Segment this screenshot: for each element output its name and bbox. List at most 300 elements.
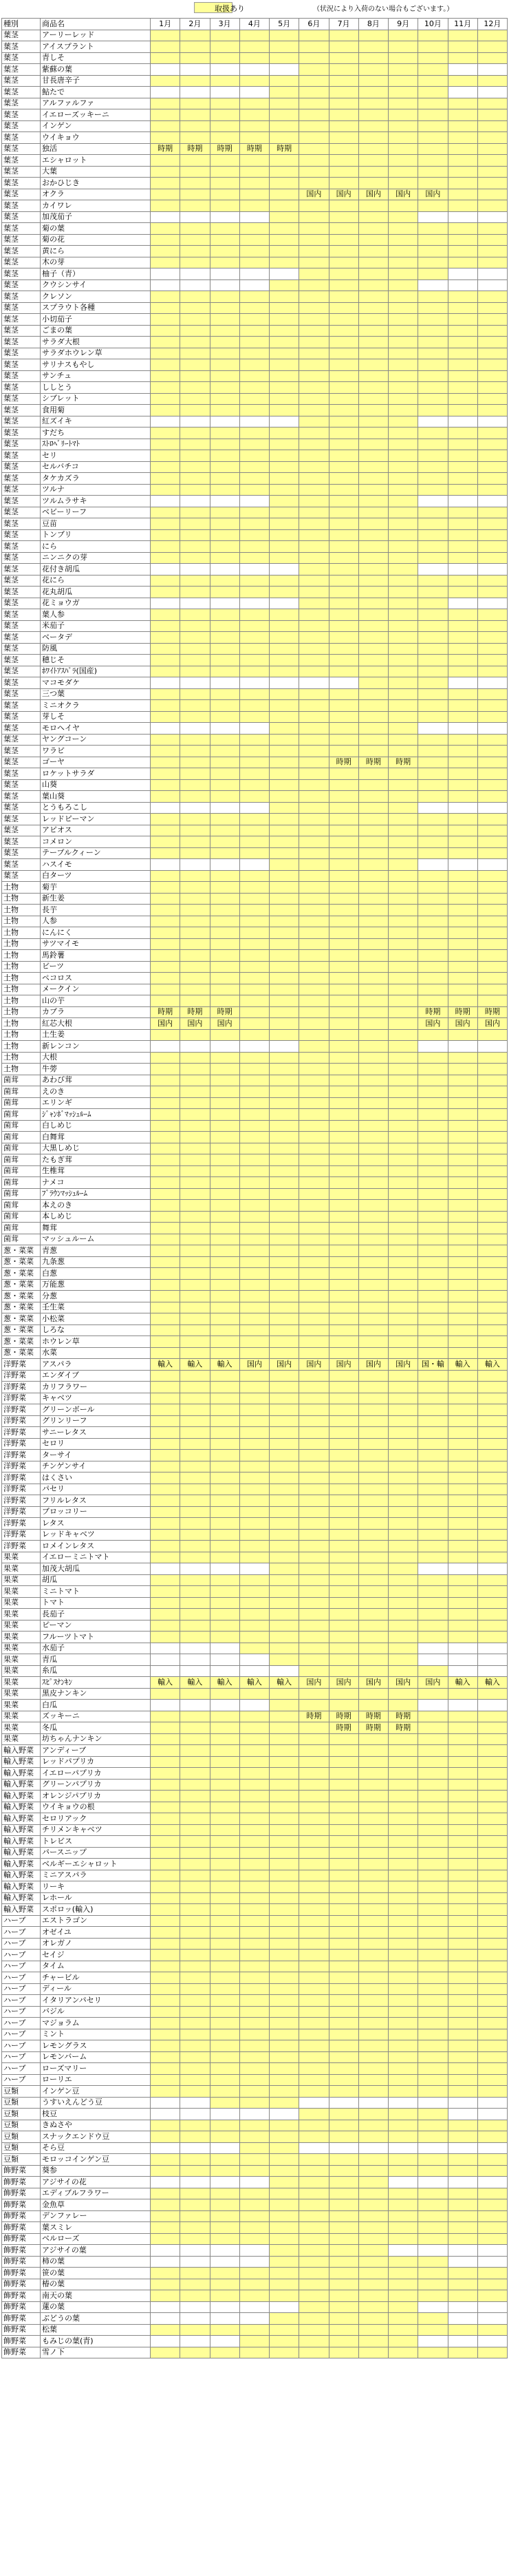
month-availability-cell <box>299 246 329 257</box>
month-availability-cell <box>151 314 180 326</box>
product-name-cell: ペコロス <box>41 973 151 984</box>
month-availability-cell <box>358 518 388 530</box>
month-availability-cell <box>477 75 507 87</box>
month-availability-cell <box>270 779 299 791</box>
month-availability-cell <box>270 666 299 677</box>
month-availability-cell <box>448 552 477 564</box>
month-availability-cell <box>358 1586 388 1598</box>
month-availability-cell <box>151 870 180 882</box>
product-name-cell: モロッコインゲン豆 <box>41 2154 151 2166</box>
month-availability-cell <box>329 246 358 257</box>
month-availability-cell <box>239 1632 269 1643</box>
month-availability-cell <box>358 836 388 848</box>
month-availability-cell <box>180 893 210 905</box>
table-row <box>2 870 508 882</box>
month-availability-cell <box>180 1029 210 1041</box>
month-availability-cell <box>418 768 448 780</box>
month-availability-cell <box>270 279 299 291</box>
month-availability-cell <box>389 2109 418 2120</box>
month-availability-cell <box>329 1291 358 1302</box>
month-availability-cell <box>180 279 210 291</box>
month-availability-cell <box>270 109 299 121</box>
month-availability-cell <box>389 41 418 53</box>
month-availability-cell <box>477 1552 507 1563</box>
month-availability-cell <box>389 1620 418 1632</box>
month-availability-cell <box>239 825 269 836</box>
month-availability-cell <box>151 98 180 109</box>
month-availability-cell <box>329 120 358 132</box>
month-availability-cell <box>239 268 269 280</box>
month-availability-cell <box>389 1223 418 1234</box>
month-availability-cell <box>270 75 299 87</box>
month-availability-cell <box>210 984 239 995</box>
month-availability-cell <box>358 1097 388 1109</box>
table-row <box>2 620 508 632</box>
month-availability-cell <box>151 2029 180 2040</box>
month-availability-cell <box>477 314 507 326</box>
month-availability-cell <box>299 314 329 326</box>
month-availability-cell <box>151 405 180 416</box>
month-availability-cell <box>299 1086 329 1098</box>
month-availability-cell <box>210 1029 239 1041</box>
col-header-month: 9月 <box>389 19 418 30</box>
table-row <box>2 995 508 1007</box>
month-availability-cell <box>180 2313 210 2325</box>
month-availability-cell <box>180 178 210 189</box>
month-availability-cell <box>210 2109 239 2120</box>
month-availability-cell <box>299 802 329 814</box>
month-availability-cell <box>477 1393 507 1404</box>
month-availability-cell <box>418 1347 448 1359</box>
month-availability-cell <box>270 1859 299 1870</box>
month-availability-cell <box>239 1961 269 1972</box>
table-row <box>2 1563 508 1575</box>
month-availability-cell <box>239 2131 269 2143</box>
month-availability-cell <box>358 507 388 518</box>
month-availability-cell <box>477 1245 507 1257</box>
category-cell: 輸入野菜 <box>2 1881 41 1893</box>
category-cell: 葱・菜菜 <box>2 1336 41 1348</box>
product-name-cell: 花丸胡瓜 <box>41 587 151 598</box>
month-availability-cell <box>418 870 448 882</box>
month-availability-cell <box>389 1632 418 1643</box>
category-cell: 葉茎 <box>2 30 41 41</box>
month-availability-cell <box>418 1836 448 1848</box>
product-name-cell: マジョラム <box>41 2018 151 2029</box>
month-availability-cell <box>477 2279 507 2290</box>
month-availability-cell <box>329 1915 358 1927</box>
month-availability-cell <box>477 677 507 689</box>
month-availability-cell <box>180 2290 210 2302</box>
month-availability-cell <box>210 1722 239 1734</box>
month-availability-cell <box>180 791 210 803</box>
month-availability-cell <box>448 995 477 1007</box>
month-availability-cell <box>270 587 299 598</box>
month-availability-cell <box>418 2131 448 2143</box>
month-availability-cell <box>477 609 507 621</box>
month-availability-cell <box>299 1029 329 1041</box>
month-availability-cell <box>299 711 329 723</box>
month-availability-cell <box>329 2097 358 2109</box>
table-row <box>2 1382 508 1393</box>
month-availability-cell <box>389 461 418 473</box>
legend-label: 取扱あり <box>215 4 245 13</box>
month-availability-cell <box>329 609 358 621</box>
month-availability-cell <box>389 109 418 121</box>
month-availability-cell <box>239 2006 269 2018</box>
month-availability-cell <box>448 450 477 462</box>
table-row <box>2 143 508 155</box>
month-availability-cell <box>358 382 388 394</box>
month-availability-cell <box>299 598 329 609</box>
month-availability-cell <box>477 496 507 507</box>
month-availability-cell <box>180 779 210 791</box>
month-availability-cell <box>389 98 418 109</box>
table-row <box>2 529 508 541</box>
month-availability-cell <box>299 2301 329 2313</box>
month-availability-cell <box>210 1052 239 1064</box>
month-availability-cell <box>180 1143 210 1154</box>
month-availability-cell <box>210 938 239 950</box>
month-availability-cell <box>239 1711 269 1722</box>
month-availability-cell <box>448 1200 477 1212</box>
month-availability-cell <box>477 1279 507 1291</box>
month-availability-cell <box>299 1756 329 1768</box>
month-availability-cell <box>151 1472 180 1484</box>
month-availability-cell <box>329 1041 358 1053</box>
month-availability-cell <box>329 905 358 916</box>
month-availability-cell <box>389 779 418 791</box>
month-availability-cell <box>180 166 210 178</box>
month-availability-cell <box>270 1313 299 1325</box>
month-availability-cell <box>418 814 448 825</box>
month-availability-cell <box>329 1972 358 1984</box>
month-availability-cell <box>477 723 507 735</box>
month-availability-cell <box>270 1132 299 1143</box>
month-availability-cell <box>270 1552 299 1563</box>
month-availability-cell <box>239 1313 269 1325</box>
month-availability-cell <box>329 961 358 973</box>
month-availability-cell <box>358 1972 388 1984</box>
table-row <box>2 279 508 291</box>
table-row <box>2 1075 508 1086</box>
month-availability-cell <box>448 30 477 41</box>
month-availability-cell <box>418 2165 448 2177</box>
month-availability-cell <box>180 2074 210 2086</box>
month-availability-cell <box>239 950 269 962</box>
month-availability-cell <box>329 2074 358 2086</box>
month-availability-cell <box>329 1484 358 1495</box>
month-availability-cell <box>210 643 239 655</box>
month-availability-cell <box>389 1972 418 1984</box>
month-availability-cell <box>180 405 210 416</box>
month-availability-cell <box>210 1847 239 1859</box>
month-availability-cell <box>151 1495 180 1507</box>
month-availability-cell <box>418 2222 448 2234</box>
month-availability-cell <box>358 1768 388 1780</box>
category-cell: 葉茎 <box>2 393 41 405</box>
month-availability-cell <box>151 337 180 348</box>
month-availability-cell <box>358 143 388 155</box>
month-availability-cell <box>180 950 210 962</box>
table-row <box>2 1688 508 1700</box>
product-name-cell: うすいえんどう豆 <box>41 2097 151 2109</box>
month-availability-cell <box>180 1665 210 1677</box>
month-availability-cell <box>418 2290 448 2302</box>
month-availability-cell <box>239 1529 269 1541</box>
month-availability-cell <box>210 1120 239 1132</box>
month-availability-cell <box>418 2336 448 2347</box>
month-availability-cell <box>389 859 418 871</box>
month-availability-cell <box>477 1302 507 1313</box>
table-row <box>2 1438 508 1450</box>
month-availability-cell <box>358 529 388 541</box>
month-availability-cell <box>299 643 329 655</box>
month-availability-cell <box>329 893 358 905</box>
month-availability-cell <box>299 132 329 144</box>
month-availability-cell <box>418 2086 448 2098</box>
month-availability-cell <box>329 677 358 689</box>
category-cell: 葉茎 <box>2 359 41 371</box>
month-availability-cell <box>210 2245 239 2257</box>
month-availability-cell <box>329 1086 358 1098</box>
month-availability-cell <box>151 1404 180 1416</box>
month-availability-cell <box>329 1223 358 1234</box>
month-availability-cell <box>210 1064 239 1075</box>
month-availability-cell <box>270 1756 299 1768</box>
month-availability-cell <box>477 1370 507 1382</box>
month-availability-cell <box>448 200 477 212</box>
table-row <box>2 155 508 167</box>
category-cell: 菌茸 <box>2 1143 41 1154</box>
month-availability-cell <box>151 2086 180 2098</box>
month-availability-cell <box>358 666 388 677</box>
month-availability-cell <box>477 120 507 132</box>
month-availability-cell <box>477 1120 507 1132</box>
month-availability-cell <box>418 677 448 689</box>
month-availability-cell <box>180 1574 210 1586</box>
month-availability-cell <box>299 496 329 507</box>
month-availability-cell <box>180 938 210 950</box>
table-row <box>2 2256 508 2268</box>
month-availability-cell <box>477 2233 507 2245</box>
month-availability-cell <box>299 2279 329 2290</box>
month-availability-cell <box>329 575 358 587</box>
month-availability-cell <box>389 1382 418 1393</box>
table-row <box>2 1506 508 1518</box>
month-availability-cell <box>299 234 329 246</box>
month-availability-cell <box>448 1313 477 1325</box>
month-availability-cell <box>358 1495 388 1507</box>
month-availability-cell <box>151 1563 180 1575</box>
month-availability-cell <box>299 166 329 178</box>
month-availability-cell <box>329 234 358 246</box>
month-availability-cell <box>299 1779 329 1791</box>
month-availability-cell <box>180 802 210 814</box>
month-availability-cell <box>210 2313 239 2325</box>
month-availability-cell <box>418 700 448 712</box>
month-availability-cell <box>418 143 448 155</box>
month-availability-cell <box>418 1427 448 1439</box>
month-availability-cell <box>270 1302 299 1313</box>
product-name-cell: ﾎﾜｲﾄｱｽﾊﾟﾗ(国産) <box>41 666 151 677</box>
month-availability-cell <box>418 2063 448 2075</box>
month-availability-cell <box>418 268 448 280</box>
table-row <box>2 246 508 257</box>
month-availability-cell <box>270 1438 299 1450</box>
month-availability-cell: 時期 <box>358 1722 388 1734</box>
month-availability-cell <box>329 143 358 155</box>
month-availability-cell <box>151 746 180 757</box>
month-availability-cell <box>329 1495 358 1507</box>
month-availability-cell <box>239 1541 269 1552</box>
month-availability-cell <box>180 1404 210 1416</box>
month-availability-cell <box>210 1143 239 1154</box>
month-availability-cell <box>270 2109 299 2120</box>
month-availability-cell <box>239 575 269 587</box>
month-availability-cell <box>448 1938 477 1950</box>
month-availability-cell <box>270 757 299 768</box>
month-availability-cell: 時期 <box>210 143 239 155</box>
month-availability-cell <box>270 439 299 450</box>
month-availability-cell <box>270 2301 299 2313</box>
month-availability-cell <box>389 2233 418 2245</box>
table-row <box>2 893 508 905</box>
month-availability-cell <box>389 1324 418 1336</box>
month-availability-cell <box>270 1154 299 1166</box>
month-availability-cell <box>299 370 329 382</box>
month-availability-cell <box>448 1052 477 1064</box>
month-availability-cell <box>418 1700 448 1711</box>
month-availability-cell <box>448 416 477 427</box>
month-availability-cell <box>358 109 388 121</box>
month-availability-cell <box>151 598 180 609</box>
month-availability-cell <box>210 1609 239 1620</box>
month-availability-cell <box>389 279 418 291</box>
category-cell: 飾野菜 <box>2 2245 41 2257</box>
month-availability-cell <box>418 1200 448 1212</box>
month-availability-cell <box>180 2165 210 2177</box>
product-name-cell: おかひじき <box>41 178 151 189</box>
month-availability-cell <box>239 1336 269 1348</box>
product-name-cell: アジサイの花 <box>41 2177 151 2188</box>
month-availability-cell <box>477 1745 507 1757</box>
month-availability-cell <box>180 2142 210 2154</box>
month-availability-cell <box>477 2142 507 2154</box>
month-availability-cell <box>210 1643 239 1654</box>
category-cell: ハーブ <box>2 1927 41 1939</box>
product-name-cell: タケカズラ <box>41 473 151 485</box>
table-row <box>2 1268 508 1280</box>
month-availability-cell <box>477 1461 507 1472</box>
month-availability-cell: 時期 <box>329 1722 358 1734</box>
month-availability-cell <box>477 279 507 291</box>
month-availability-cell <box>358 1438 388 1450</box>
month-availability-cell <box>329 1688 358 1700</box>
month-availability-cell <box>210 814 239 825</box>
month-availability-cell <box>239 1859 269 1870</box>
month-availability-cell <box>210 552 239 564</box>
month-availability-cell <box>299 1370 329 1382</box>
month-availability-cell <box>448 1472 477 1484</box>
month-availability-cell <box>448 1722 477 1734</box>
month-availability-cell <box>477 711 507 723</box>
month-availability-cell <box>329 779 358 791</box>
month-availability-cell <box>418 302 448 314</box>
month-availability-cell <box>180 814 210 825</box>
month-availability-cell <box>270 1188 299 1200</box>
month-availability-cell <box>151 1109 180 1121</box>
table-row <box>2 348 508 359</box>
month-availability-cell <box>180 1506 210 1518</box>
month-availability-cell <box>239 279 269 291</box>
month-availability-cell <box>329 1813 358 1825</box>
month-availability-cell <box>239 2109 269 2120</box>
table-row <box>2 1064 508 1075</box>
product-name-cell: ニンニクの芽 <box>41 552 151 564</box>
category-cell: 葱・菜菜 <box>2 1256 41 1268</box>
month-availability-cell <box>448 2051 477 2063</box>
month-availability-cell <box>270 120 299 132</box>
table-row <box>2 518 508 530</box>
month-availability-cell <box>151 1711 180 1722</box>
month-availability-cell <box>210 1347 239 1359</box>
month-availability-cell <box>299 1983 329 1995</box>
month-availability-cell <box>210 1620 239 1632</box>
category-cell: 果菜 <box>2 1609 41 1620</box>
month-availability-cell <box>270 2324 299 2336</box>
month-availability-cell <box>477 1427 507 1439</box>
month-availability-cell <box>239 1234 269 1245</box>
month-availability-cell <box>270 52 299 64</box>
month-availability-cell <box>239 1347 269 1359</box>
month-availability-cell <box>151 1324 180 1336</box>
product-name-cell: キャベツ <box>41 1393 151 1404</box>
table-row <box>2 859 508 871</box>
month-availability-cell <box>329 938 358 950</box>
month-availability-cell <box>477 1574 507 1586</box>
month-availability-cell <box>329 325 358 337</box>
month-availability-cell <box>448 1370 477 1382</box>
month-availability-cell <box>358 655 388 666</box>
category-cell: 葉茎 <box>2 632 41 644</box>
month-availability-cell <box>448 2268 477 2279</box>
category-cell: 果菜 <box>2 1620 41 1632</box>
month-availability-cell <box>239 1904 269 1916</box>
month-availability-cell <box>239 734 269 746</box>
month-availability-cell <box>210 450 239 462</box>
month-availability-cell <box>477 655 507 666</box>
product-name-cell: バジル <box>41 2006 151 2018</box>
month-availability-cell <box>210 1427 239 1439</box>
month-availability-cell <box>151 1143 180 1154</box>
month-availability-cell <box>210 995 239 1007</box>
category-cell: 葉茎 <box>2 416 41 427</box>
month-availability-cell <box>151 200 180 212</box>
month-availability-cell <box>210 2029 239 2040</box>
month-availability-cell <box>477 1541 507 1552</box>
month-availability-cell <box>239 2256 269 2268</box>
month-availability-cell <box>448 279 477 291</box>
month-availability-cell <box>418 1211 448 1223</box>
month-availability-cell <box>180 314 210 326</box>
month-availability-cell <box>389 870 418 882</box>
table-row <box>2 1041 508 1053</box>
product-name-cell: サラダホウレン草 <box>41 348 151 359</box>
product-name-cell: チャービル <box>41 1972 151 1984</box>
category-cell: 葉茎 <box>2 87 41 98</box>
month-availability-cell: 時期 <box>389 1722 418 1734</box>
